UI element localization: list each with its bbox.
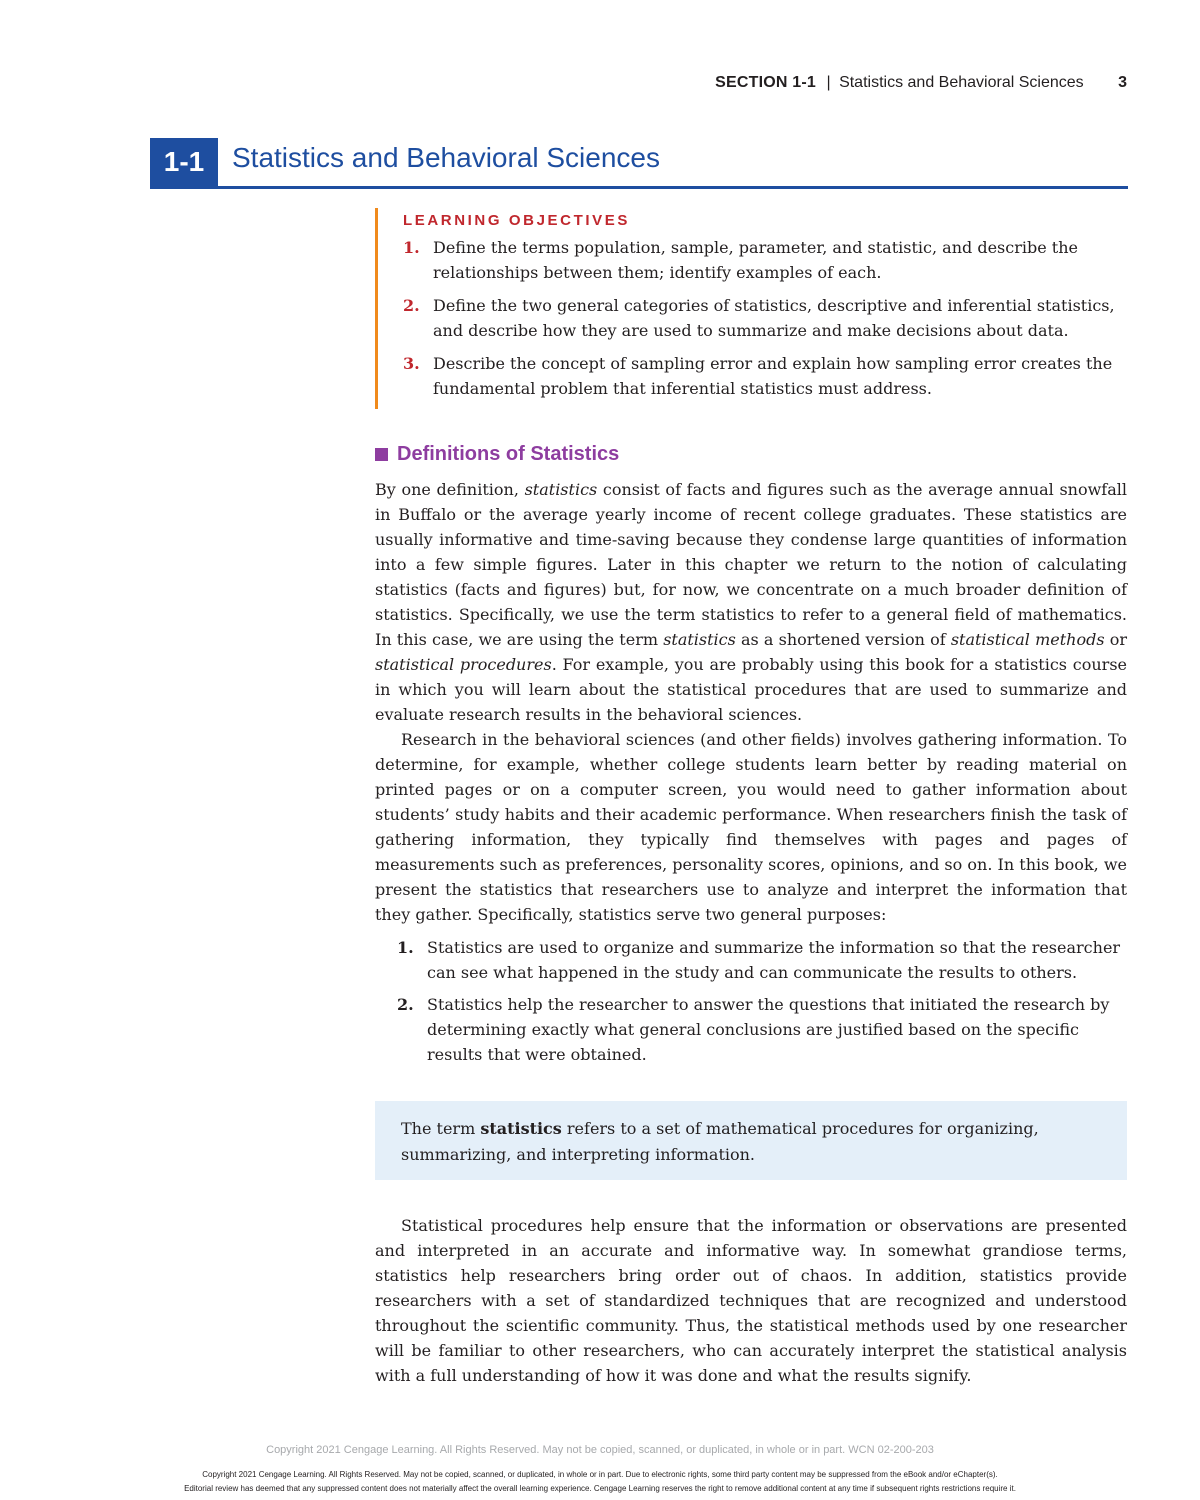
- square-bullet-icon: [375, 448, 388, 461]
- running-head: [715, 74, 1127, 92]
- objective-text: Describe the concept of sampling error and explain how sampling error creates the fundamental problem that inferential statistics must address.: [433, 354, 1113, 398]
- paragraph-3: Statistical procedures help ensure that the information or observations are presented and interpreted in an accurate and informative way. In somewhat grandiose terms, statistics help researchers bring order out of chaos. In addition, statistics provide researchers with a set of standardized techniques that are recognized and understood throughout the scientific community. Thus, the statistical methods used by one researcher will be familiar to other researchers, who can accurately interpret the statistical analysis with a full understanding of how it was done and what the results signify.: [375, 1216, 1127, 1385]
- emphasis: statistical methods: [950, 630, 1105, 649]
- text-run: The term: [401, 1119, 481, 1138]
- list-item: [375, 992, 1127, 1067]
- text-run: refers to a set of mathematical procedures for organizing, summarizing, and interpreting information.: [401, 1119, 1039, 1164]
- emphasis: statistics: [524, 480, 598, 499]
- definition-box: [375, 1101, 1127, 1180]
- body-text-main: [375, 477, 1127, 1074]
- learning-objective: [403, 351, 1127, 401]
- section-title: Statistics and Behavioral Sciences: [232, 142, 660, 173]
- objective-text: Define the terms population, sample, parameter, and statistic, and describe the relationships between them; identify examples of each.: [433, 238, 1078, 282]
- text-run: By one definition,: [375, 480, 525, 499]
- text-run: . For example, you are probably using this book for a statistics course in which you will learn about the statistical procedures that are used to summarize and evaluate research results in the behavioral sciences.: [375, 655, 1128, 724]
- objective-text: Define the two general categories of statistics, descriptive and inferential statistics, and describe how they are used to summarize and make decisions about data.: [433, 296, 1115, 340]
- objective-number: 1.: [403, 238, 420, 257]
- objective-number: 2.: [403, 296, 420, 315]
- list-number: 1.: [397, 938, 414, 957]
- page-number: 3: [1118, 74, 1127, 91]
- learning-objectives-box: [375, 208, 1127, 409]
- defined-term: statistics: [480, 1119, 562, 1138]
- text-run: consist of facts and figures such as the average annual snowfall in Buffalo or the average yearly income of recent college graduates. These statistics are usually informative and time-saving because they condense large quantities of information into a few simple figures. Later in this chapter we return to the notion of calculating statistics (facts and figures) but, for now, we concentrate on a much broader definition of statistics. Specifically, we use the term statistics to refer to a general field of mathematics. In this case, we are using the term: [375, 480, 1127, 649]
- running-head-title: Statistics and Behavioral Sciences: [839, 74, 1084, 91]
- text-run: or: [1104, 630, 1127, 649]
- paragraph-1: [375, 477, 1127, 727]
- purposes-list: [375, 935, 1127, 1067]
- list-text: Statistics are used to organize and summarize the information so that the researcher can see what happened in the study and can communicate the results to others.: [427, 938, 1121, 982]
- running-head-section: SECTION 1-1: [715, 74, 816, 91]
- emphasis: statistics: [663, 630, 736, 649]
- learning-objective: [403, 235, 1127, 285]
- list-text: Statistics help the researcher to answer the questions that initiated the research by determining exactly what general conclusions are justified based on the specific results that were obtained.: [427, 995, 1110, 1064]
- paragraph-2: Research in the behavioral sciences (and other fields) involves gathering information. To determine, for example, whether college students learn better by reading material on printed pages or on a computer screen, you would need to gather information about students’ study habits and their academic performance. When researchers finish the task of gathering information, they typically find themselves with pages and pages of measurements such as preferences, personality scores, opinions, and so on. In this book, we present the statistics that researchers use to analyze and interpret the information that they gather. Specifically, statistics serve two general purposes:: [375, 730, 1127, 924]
- objective-number: 3.: [403, 354, 420, 373]
- text-run: as a shortened version of: [735, 630, 951, 649]
- learning-objectives-heading: LEARNING OBJECTIVES: [403, 212, 630, 229]
- rights-notice-line-1: Copyright 2021 Cengage Learning. All Rights Reserved. May not be copied, scanned, or duplicated, in whole or in part. Due to electronic rights, some third party content may be suppressed from the eBook and/or eChapter(s).: [202, 1470, 998, 1479]
- subsection-title: Definitions of Statistics: [397, 443, 620, 465]
- copyright-line: Copyright 2021 Cengage Learning. All Rights Reserved. May not be copied, scanned, or duplicated, in whole or in part. WCN 02-200-203: [266, 1444, 934, 1456]
- list-item: [375, 935, 1127, 985]
- running-head-separator: |: [826, 74, 831, 91]
- subsection-heading: [375, 443, 619, 466]
- list-number: 2.: [397, 995, 414, 1014]
- section-number: 1-1: [150, 138, 218, 186]
- emphasis: statistical procedures: [375, 655, 552, 674]
- rights-notice-line-2: Editorial review has deemed that any suppressed content does not materially affect the overall learning experience. Cengage Learning reserves the right to remove additional content at any time if subsequent rights restrictions require it.: [184, 1484, 1016, 1493]
- section-heading: [150, 138, 1128, 189]
- learning-objective: [403, 293, 1127, 343]
- body-text-continued: [375, 1213, 1127, 1388]
